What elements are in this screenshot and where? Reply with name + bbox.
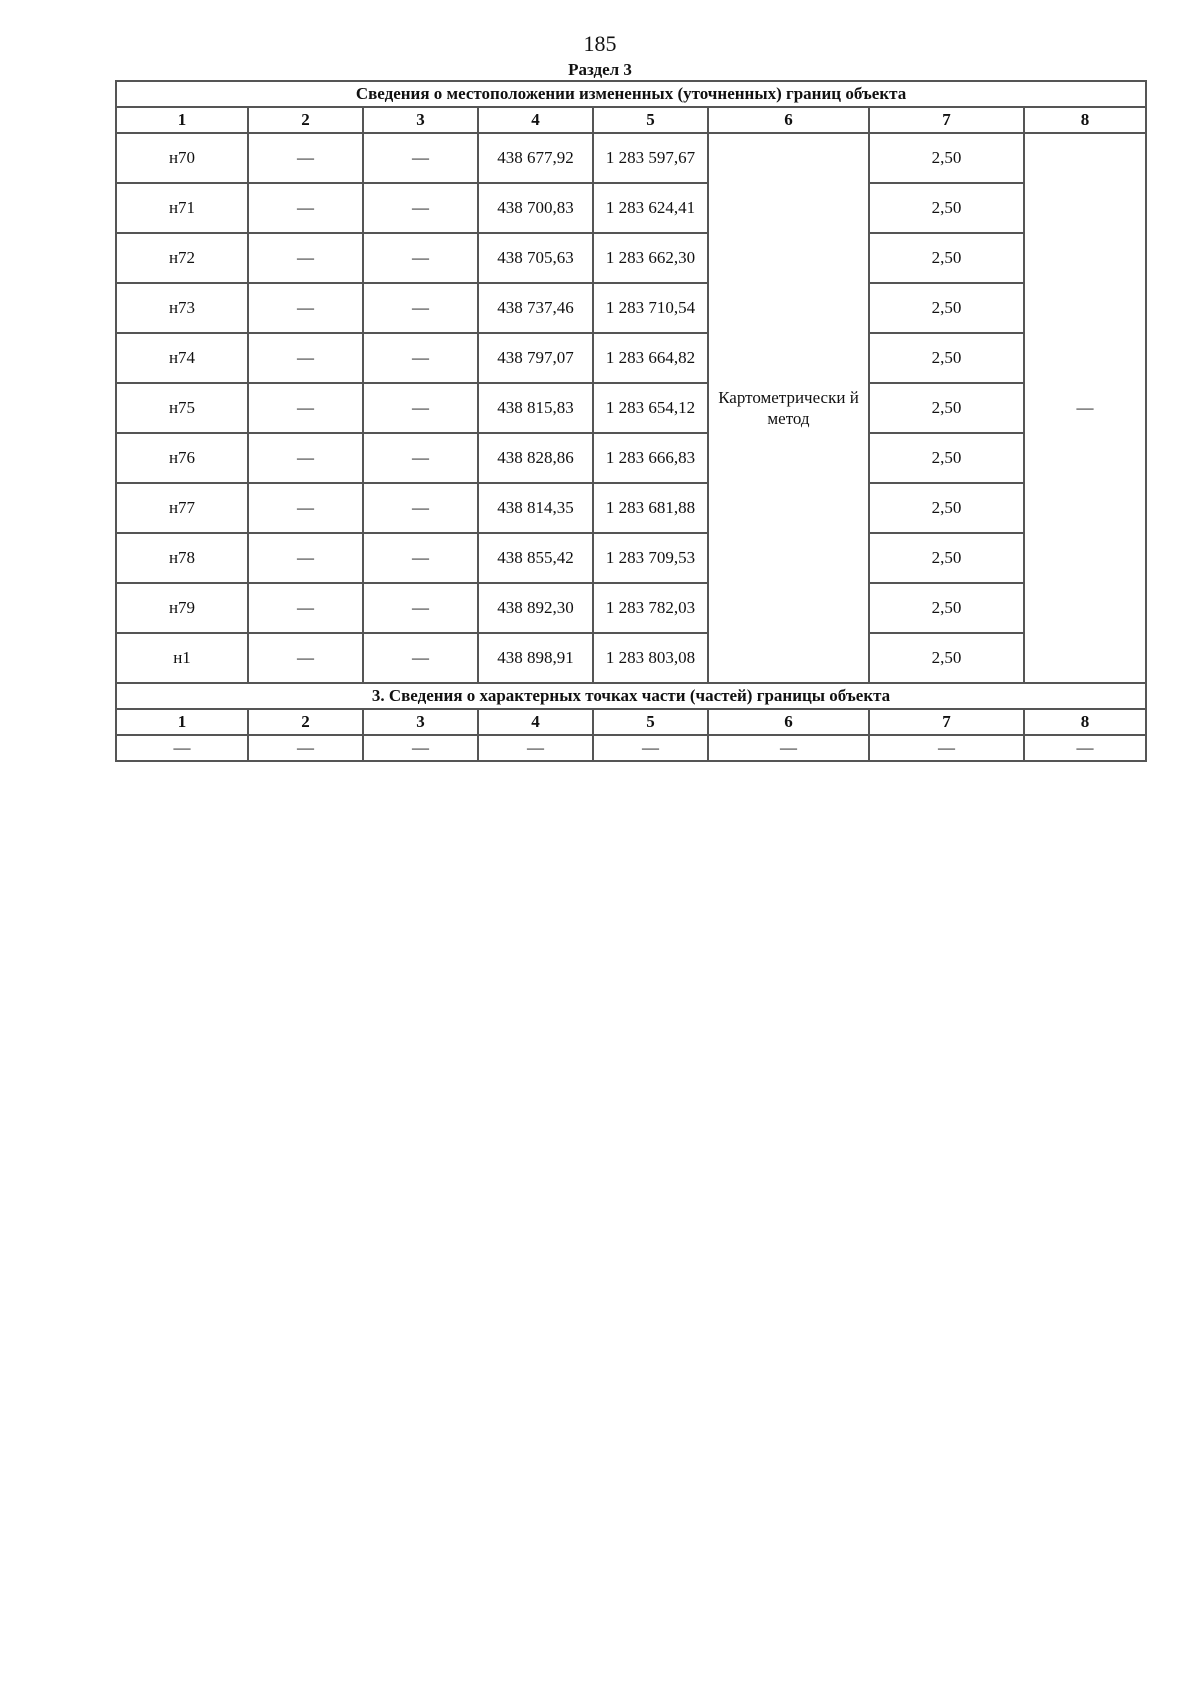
table-cell: н1 — [116, 633, 248, 683]
table-cell: 1 283 709,53 — [593, 533, 708, 583]
table-body — [116, 81, 1146, 761]
table-cell: 1 283 597,67 — [593, 133, 708, 183]
table-cell: н70 — [116, 133, 248, 183]
table-cell: 2,50 — [869, 483, 1024, 533]
table-row — [116, 383, 1146, 433]
column-header: 1 — [116, 709, 248, 735]
column-header: 3 — [363, 709, 478, 735]
table-cell: н76 — [116, 433, 248, 483]
table-cell: — — [248, 183, 363, 233]
table-caption: Сведения о местоположении измененных (уточненных) границ объекта — [116, 81, 1146, 107]
table-cell: 2,50 — [869, 633, 1024, 683]
table-cell: — — [1024, 735, 1146, 761]
column-header: 1 — [116, 107, 248, 133]
table-row — [116, 633, 1146, 683]
table-cell: н78 — [116, 533, 248, 583]
table-cell: — — [248, 133, 363, 183]
table-cell: 1 283 666,83 — [593, 433, 708, 483]
table-cell: 1 283 782,03 — [593, 583, 708, 633]
table-cell: 438 815,83 — [478, 383, 593, 433]
table-cell: 1 283 710,54 — [593, 283, 708, 333]
table-cell: н71 — [116, 183, 248, 233]
table-row — [116, 483, 1146, 533]
table-cell: 438 700,83 — [478, 183, 593, 233]
table-cell: 2,50 — [869, 233, 1024, 283]
parts-caption: 3. Сведения о характерных точках части (частей) границы объекта — [116, 683, 1146, 709]
table-row — [116, 433, 1146, 483]
table-cell: — — [869, 735, 1024, 761]
table-cell: — — [363, 735, 478, 761]
column-header: 6 — [708, 107, 869, 133]
table-row — [116, 533, 1146, 583]
table-cell: — — [363, 433, 478, 483]
table-caption-row — [116, 81, 1146, 107]
table-cell: 2,50 — [869, 133, 1024, 183]
table-cell: — — [248, 583, 363, 633]
table-cell: — — [708, 735, 869, 761]
table-row — [116, 283, 1146, 333]
column-header: 6 — [708, 709, 869, 735]
table-cell: — — [248, 233, 363, 283]
table-cell: 1 283 654,12 — [593, 383, 708, 433]
table-cell: — — [248, 283, 363, 333]
column-header: 5 — [593, 709, 708, 735]
column-header: 4 — [478, 709, 593, 735]
table-cell: — — [248, 433, 363, 483]
table-cell: 2,50 — [869, 433, 1024, 483]
table-row — [116, 233, 1146, 283]
table-cell: — — [363, 133, 478, 183]
table-cell: — — [478, 735, 593, 761]
column-header: 7 — [869, 107, 1024, 133]
table-cell: 438 705,63 — [478, 233, 593, 283]
column-header: 8 — [1024, 107, 1146, 133]
table-cell: 438 677,92 — [478, 133, 593, 183]
table-cell: н74 — [116, 333, 248, 383]
table-row — [116, 333, 1146, 383]
column-header: 2 — [248, 107, 363, 133]
table-cell: 2,50 — [869, 583, 1024, 633]
table-cell: — — [248, 483, 363, 533]
column-header: 5 — [593, 107, 708, 133]
table-cell: н72 — [116, 233, 248, 283]
table-cell: — — [363, 183, 478, 233]
parts-caption-row — [116, 683, 1146, 709]
table-cell: — — [116, 735, 248, 761]
parts-column-header-row — [116, 709, 1146, 735]
table-cell: — — [363, 283, 478, 333]
table-cell: — — [363, 633, 478, 683]
table-cell: — — [363, 333, 478, 383]
table-cell: 1 283 664,82 — [593, 333, 708, 383]
table-cell: н73 — [116, 283, 248, 333]
column-header: 7 — [869, 709, 1024, 735]
table-cell: 438 898,91 — [478, 633, 593, 683]
table-cell: 438 737,46 — [478, 283, 593, 333]
page-number: 185 — [583, 31, 617, 56]
method-cell: Картометрически й метод — [708, 133, 869, 683]
table-cell: — — [248, 633, 363, 683]
table-cell: 2,50 — [869, 383, 1024, 433]
table-cell: 1 283 662,30 — [593, 233, 708, 283]
table-cell: 438 814,35 — [478, 483, 593, 533]
table-cell: 1 283 624,41 — [593, 183, 708, 233]
table-cell: н77 — [116, 483, 248, 533]
table-cell: — — [363, 483, 478, 533]
table-cell: 2,50 — [869, 183, 1024, 233]
table-cell: 438 797,07 — [478, 333, 593, 383]
column-header-row — [116, 107, 1146, 133]
table-cell: — — [363, 533, 478, 583]
column-header: 2 — [248, 709, 363, 735]
section-title: Раздел 3 — [568, 60, 632, 79]
table-cell: — — [248, 735, 363, 761]
table-row — [116, 583, 1146, 633]
table-cell: 438 828,86 — [478, 433, 593, 483]
table-row — [116, 183, 1146, 233]
table-cell: 1 283 803,08 — [593, 633, 708, 683]
column-header: 4 — [478, 107, 593, 133]
table-row — [116, 133, 1146, 183]
table-cell: — — [363, 383, 478, 433]
table-cell: 438 855,42 — [478, 533, 593, 583]
table-cell: 2,50 — [869, 283, 1024, 333]
table-cell: — — [593, 735, 708, 761]
parts-empty-row — [116, 735, 1146, 761]
table-cell: н79 — [116, 583, 248, 633]
boundary-table — [115, 80, 1147, 762]
table-cell: — — [363, 583, 478, 633]
table-cell: н75 — [116, 383, 248, 433]
column-header: 8 — [1024, 709, 1146, 735]
table-cell: 2,50 — [869, 533, 1024, 583]
table-cell: — — [1024, 133, 1146, 683]
table-cell: — — [248, 533, 363, 583]
table-cell: — — [248, 383, 363, 433]
table-cell: 1 283 681,88 — [593, 483, 708, 533]
table-cell: 438 892,30 — [478, 583, 593, 633]
table-cell: — — [363, 233, 478, 283]
table-cell: — — [248, 333, 363, 383]
column-header: 3 — [363, 107, 478, 133]
table-cell: 2,50 — [869, 333, 1024, 383]
